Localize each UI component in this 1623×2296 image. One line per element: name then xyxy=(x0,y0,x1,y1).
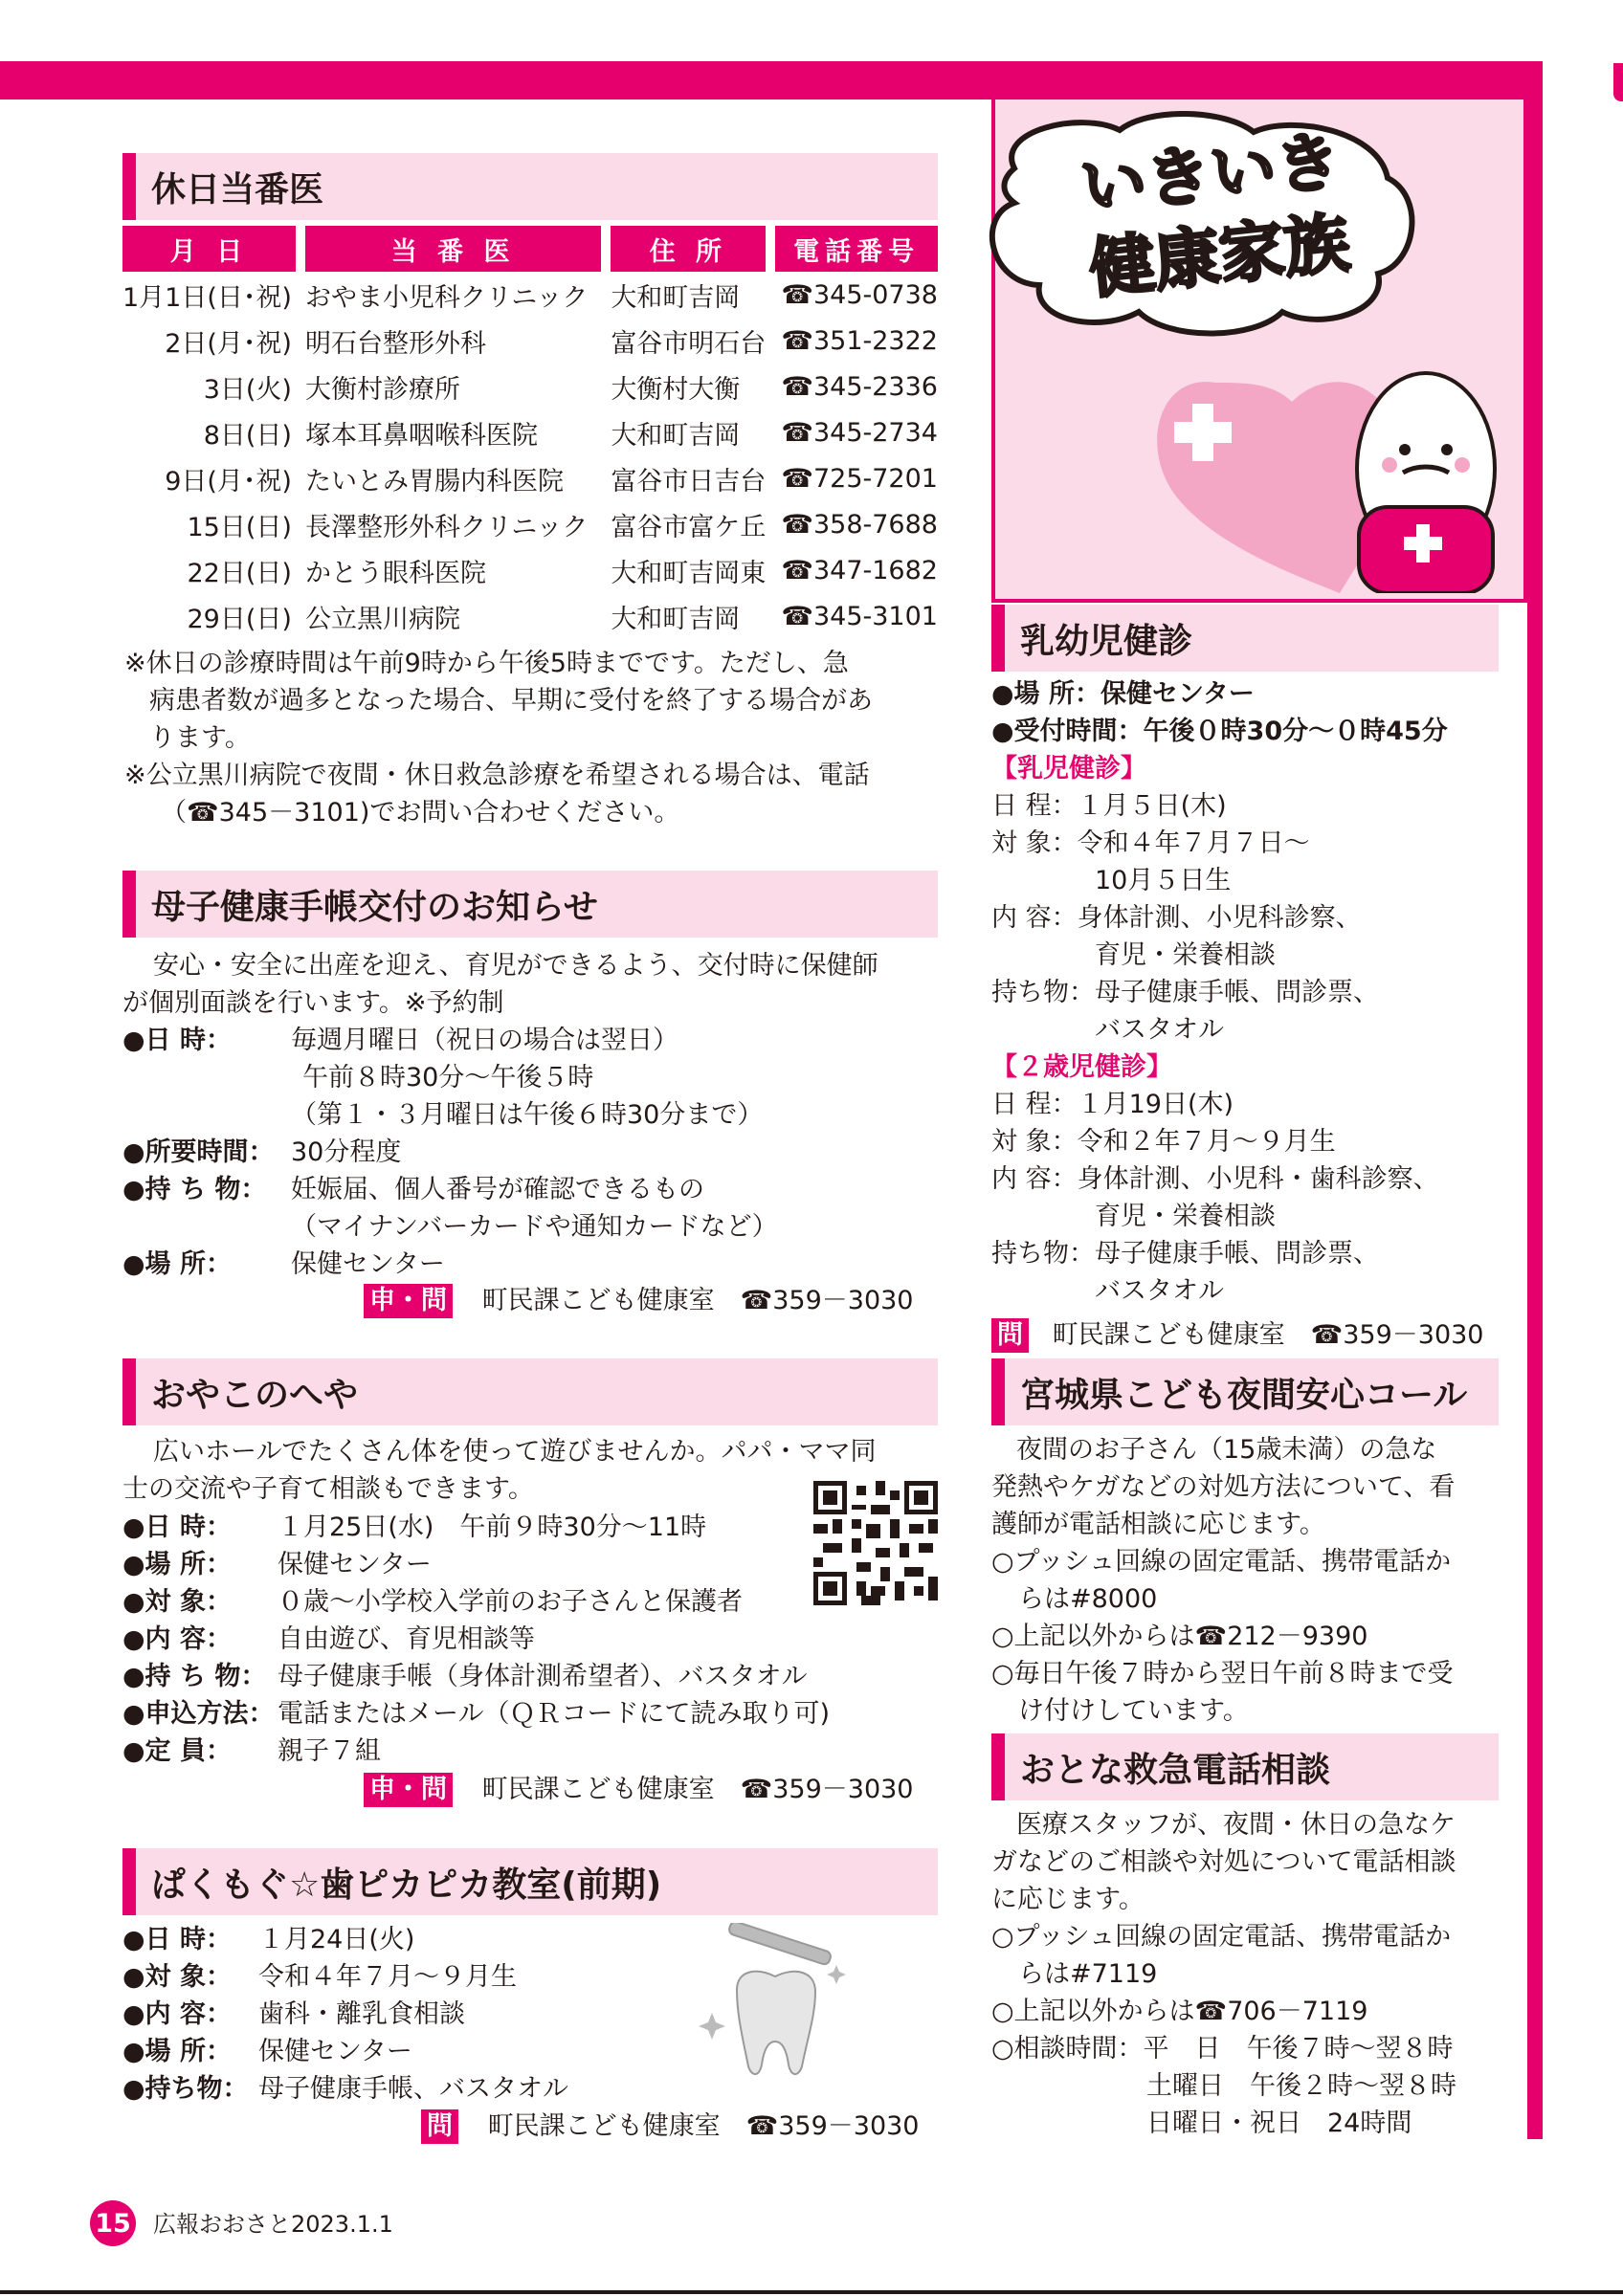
pakumogu-title: ぱくもぐ☆歯ピカピカ教室(前期) xyxy=(122,1848,938,1915)
pakumogu-item-label: ●持ち物： xyxy=(122,2074,249,2104)
oyako-item-value: １月25日(水) 午前９時30分～11時 xyxy=(278,1512,707,1542)
boshi-intro-1: 安心・安全に出産を迎え、育児ができるよう、交付時に保健師 xyxy=(153,951,878,981)
night-line: 夜間のお子さん（15歳未満）の急な xyxy=(1016,1435,1437,1465)
holiday-row xyxy=(122,501,938,547)
holiday-address: 富谷市日吉台 xyxy=(611,466,767,497)
oyako-item-value: ０歳～小学校入学前のお子さんと保護者 xyxy=(278,1587,743,1617)
oyako-contact-tag: 申・問 xyxy=(364,1773,453,1807)
holiday-tel: ☎347-1682 xyxy=(781,555,938,585)
heart-mascot-icon xyxy=(1139,354,1522,593)
boshi-date-value-3: （第１・３月曜日は午後６時30分まで） xyxy=(291,1100,764,1130)
oyako-item-label: ●場 所： xyxy=(122,1550,232,1579)
qr-code-icon xyxy=(813,1481,938,1605)
pakumogu-item-label: ●日 時： xyxy=(122,1925,232,1954)
holiday-tel: ☎358-7688 xyxy=(781,509,938,540)
col-address: 住 所 xyxy=(611,226,766,272)
holiday-date: 22日(日) xyxy=(187,558,292,588)
banner-line-1: いきいき xyxy=(1078,123,1345,227)
holiday-date: 2日(月･祝) xyxy=(165,328,292,359)
nyuyo-sub2-row: バスタオル xyxy=(991,1276,1224,1306)
nyuyo-sub2-row: 育児・栄養相談 xyxy=(991,1202,1276,1231)
nyuyo-sub1-row: 日 程：１月５日(木) xyxy=(991,791,1227,821)
pakumogu-contact-tag: 問 xyxy=(421,2109,458,2144)
holiday-clinic: かとう眼科医院 xyxy=(304,558,486,588)
boshi-place-label: ●場 所： xyxy=(122,1249,232,1279)
night-line: け付けしています。 xyxy=(1018,1696,1249,1726)
night-line: ○上記以外からは☎212－9390 xyxy=(991,1622,1368,1651)
oyako-contact xyxy=(364,1771,913,1808)
holiday-date: 3日(火) xyxy=(203,374,292,405)
holiday-row xyxy=(122,409,938,455)
nyuyo-sub1-row: 内 容：身体計測、小児科診察、 xyxy=(991,903,1362,933)
oyako-title: おやこのへや xyxy=(122,1358,938,1425)
nyuyo-sub1-row: 対 象：令和４年７月７日～ xyxy=(991,828,1310,858)
boshi-date-value-2: 午前８時30分～午後５時 xyxy=(302,1063,594,1093)
boshi-place-value: 保健センター xyxy=(291,1249,445,1279)
oyako-item-value: 母子健康手帳（身体計測希望者）、バスタオル xyxy=(278,1662,808,1691)
pakumogu-item-value: １月24日(火) xyxy=(258,1925,415,1954)
holiday-address: 富谷市富ケ丘 xyxy=(611,512,767,542)
holiday-row xyxy=(122,547,938,593)
tooth-brush-icon xyxy=(699,1923,852,2086)
adult-line: ○相談時間：平 日 午後７時～翌８時 xyxy=(991,2034,1454,2064)
night-line: らは#8000 xyxy=(1018,1584,1158,1614)
holiday-date: 1月1日(日･祝) xyxy=(122,282,292,313)
oyako-contact-text: 町民課こども健康室 ☎359－3030 xyxy=(481,1775,914,1804)
boshi-bring-value: 妊娠届、個人番号が確認できるもの xyxy=(291,1175,704,1204)
adult-line: 土曜日 午後２時～翌８時 xyxy=(991,2071,1456,2101)
holiday-note-5: （☎345－3101)でお問い合わせください。 xyxy=(161,798,680,828)
oyako-item-label: ●対 象： xyxy=(122,1587,232,1617)
boshi-contact-tag: 申・問 xyxy=(364,1284,453,1318)
nyuyo-sub1-row: バスタオル xyxy=(991,1015,1224,1045)
holiday-address: 大衡村大衡 xyxy=(611,374,741,405)
night-line: 護師が電話相談に応じます。 xyxy=(991,1510,1325,1539)
pakumogu-item-value: 歯科・離乳食相談 xyxy=(258,1999,465,2029)
adult-line: ○上記以外からは☎706－7119 xyxy=(991,1997,1368,2026)
night-line: ○プッシュ回線の固定電話、携帯電話か xyxy=(991,1547,1452,1577)
holiday-note-4: ※公立黒川病院で夜間・休日救急診療を希望される場合は、電話 xyxy=(124,761,870,790)
holiday-title: 休日当番医 xyxy=(122,153,938,220)
pakumogu-item-value: 令和４年７月～９月生 xyxy=(258,1962,517,1992)
nyuyo-contact-tag: 問 xyxy=(991,1318,1029,1353)
col-clinic: 当 番 医 xyxy=(305,226,601,272)
holiday-row xyxy=(122,272,938,318)
holiday-row xyxy=(122,455,938,501)
night-line: ○毎日午後７時から翌日午前８時まで受 xyxy=(991,1659,1454,1689)
oyako-item-label: ●内 容： xyxy=(122,1624,232,1654)
nyuyo-sub2-row: 対 象：令和２年７月～９月生 xyxy=(991,1127,1336,1157)
holiday-row xyxy=(122,318,938,364)
adult-line: に応じます。 xyxy=(991,1885,1145,1914)
adult-line: ガなどのご相談や対処について電話相談 xyxy=(991,1847,1456,1877)
pakumogu-item-label: ●場 所： xyxy=(122,2037,232,2066)
nyuyo-sub1-row: 持ち物：母子健康手帳、問診票、 xyxy=(991,978,1379,1007)
bottom-rule xyxy=(0,2290,1623,2294)
adult-line: ○プッシュ回線の固定電話、携帯電話か xyxy=(991,1922,1452,1952)
oyako-item-label: ●定 員： xyxy=(122,1736,232,1766)
footer-text: 広報おおさと2023.1.1 xyxy=(153,2211,393,2238)
holiday-date: 9日(月･祝) xyxy=(165,466,292,497)
boshi-date-value: 毎週月曜日（祝日の場合は翌日） xyxy=(291,1026,678,1055)
holiday-address: 大和町吉岡東 xyxy=(611,558,767,588)
holiday-clinic: 大衡村診療所 xyxy=(304,374,460,405)
boshi-time-value: 30分程度 xyxy=(291,1137,402,1167)
night-line: 発熱やケガなどの対処方法について、看 xyxy=(991,1472,1456,1502)
nyuyo-reception: ●受付時間：午後０時30分～０時45分 xyxy=(991,717,1448,746)
holiday-tel: ☎345-0738 xyxy=(781,279,938,310)
holiday-date: 29日(日) xyxy=(187,604,292,634)
top-bar xyxy=(0,61,1541,99)
boshi-bring-label: ●持 ち 物： xyxy=(122,1175,267,1204)
pakumogu-item-value: 母子健康手帳、バスタオル xyxy=(258,2074,568,2104)
nyuyo-title: 乳幼児健診 xyxy=(991,605,1499,672)
pakumogu-item-label: ●内 容： xyxy=(122,1999,232,2029)
holiday-address: 大和町吉岡 xyxy=(611,604,741,634)
right-bar xyxy=(1527,61,1543,2139)
boshi-title: 母子健康手帳交付のお知らせ xyxy=(122,871,938,938)
holiday-clinic: たいとみ胃腸内科医院 xyxy=(304,466,564,497)
oyako-item-value: 自由遊び、育児相談等 xyxy=(278,1624,535,1654)
holiday-row xyxy=(122,593,938,639)
nyuyo-sub2-row: 内 容：身体計測、小児科・歯科診察、 xyxy=(991,1164,1439,1194)
oyako-item-value: 親子７組 xyxy=(278,1736,381,1766)
boshi-bring-value-2: （マイナンバーカードや通知カードなど） xyxy=(291,1212,778,1242)
adult-title: おとな救急電話相談 xyxy=(991,1733,1499,1800)
holiday-address: 富谷市明石台 xyxy=(611,328,767,359)
holiday-row xyxy=(122,364,938,409)
boshi-intro-2: が個別面談を行います。※予約制 xyxy=(122,988,504,1018)
night-title: 宮城県こども夜間安心コール xyxy=(991,1358,1499,1425)
oyako-item-label: ●持 ち 物： xyxy=(122,1662,267,1691)
nyuyo-sub2-row: 持ち物：母子健康手帳、問診票、 xyxy=(991,1239,1379,1269)
col-date: 月 日 xyxy=(122,226,296,272)
adult-line: 医療スタッフが、夜間・休日の急なケ xyxy=(1016,1810,1456,1840)
pakumogu-contact xyxy=(421,2108,919,2145)
holiday-note-1: ※休日の診療時間は午前9時から午後5時までです。ただし、急 xyxy=(124,649,849,678)
nyuyo-sub1-row: 育児・栄養相談 xyxy=(991,940,1276,970)
holiday-address: 大和町吉岡 xyxy=(611,282,741,313)
nyuyo-sub1-row: 10月５日生 xyxy=(991,866,1232,895)
pakumogu-item-label: ●対 象： xyxy=(122,1962,232,1992)
boshi-contact-text: 町民課こども健康室 ☎359－3030 xyxy=(481,1286,914,1315)
holiday-tel: ☎345-2734 xyxy=(781,417,938,448)
holiday-tel: ☎725-7201 xyxy=(781,463,938,494)
pakumogu-item-value: 保健センター xyxy=(258,2037,412,2066)
holiday-clinic: おやま小児科クリニック xyxy=(304,282,589,313)
holiday-clinic: 明石台整形外科 xyxy=(304,328,486,359)
oyako-intro-2: 士の交流や子育て相談もできます。 xyxy=(122,1474,534,1504)
holiday-date: 8日(日) xyxy=(203,420,292,451)
holiday-date: 15日(日) xyxy=(187,512,292,542)
edge-tab xyxy=(1613,63,1623,101)
adult-line: らは#7119 xyxy=(1018,1959,1158,1989)
oyako-item-label: ●申込方法： xyxy=(122,1699,275,1729)
holiday-tel: ☎351-2322 xyxy=(781,325,938,356)
holiday-clinic: 公立黒川病院 xyxy=(304,604,460,634)
oyako-item-value: 保健センター xyxy=(278,1550,432,1579)
holiday-table xyxy=(122,226,938,639)
nyuyo-place: ●場 所：保健センター xyxy=(991,679,1255,709)
col-tel: 電話番号 xyxy=(775,226,938,272)
holiday-note-3: ります。 xyxy=(149,723,251,753)
boshi-time-label: ●所要時間： xyxy=(122,1137,275,1167)
banner-line-2: 健康家族 xyxy=(1086,205,1353,308)
nyuyo-contact xyxy=(991,1316,1483,1354)
oyako-item-value: 電話またはメール（ＱＲコードにて読み取り可) xyxy=(278,1699,830,1729)
oyako-item-label: ●日 時： xyxy=(122,1512,232,1542)
holiday-tel: ☎345-2336 xyxy=(781,371,938,402)
adult-line: 日曜日・祝日 24時間 xyxy=(991,2108,1412,2138)
holiday-tel: ☎345-3101 xyxy=(781,601,938,631)
nyuyo-sub2-row: 日 程：１月19日(木) xyxy=(991,1090,1234,1119)
boshi-contact xyxy=(364,1282,913,1319)
holiday-address: 大和町吉岡 xyxy=(611,420,741,451)
page-number: 15 xyxy=(90,2200,136,2246)
holiday-header-row xyxy=(122,226,938,272)
pakumogu-contact-text: 町民課こども健康室 ☎359－3030 xyxy=(487,2111,920,2141)
nyuyo-contact-text: 町民課こども健康室 ☎359－3030 xyxy=(1052,1320,1484,1350)
holiday-clinic: 塚本耳鼻咽喉科医院 xyxy=(304,420,538,451)
nyuyo-sub2: 【２歳児健診】 xyxy=(991,1052,1172,1082)
oyako-intro-1: 広いホールでたくさん体を使って遊びませんか。パパ・ママ同 xyxy=(153,1437,877,1467)
nyuyo-sub1: 【乳児健診】 xyxy=(991,754,1146,784)
boshi-date-label: ●日 時： xyxy=(122,1026,232,1055)
holiday-clinic: 長澤整形外科クリニック xyxy=(304,512,589,542)
holiday-note-2: 病患者数が過多となった場合、早期に受付を終了する場合があ xyxy=(149,686,873,716)
